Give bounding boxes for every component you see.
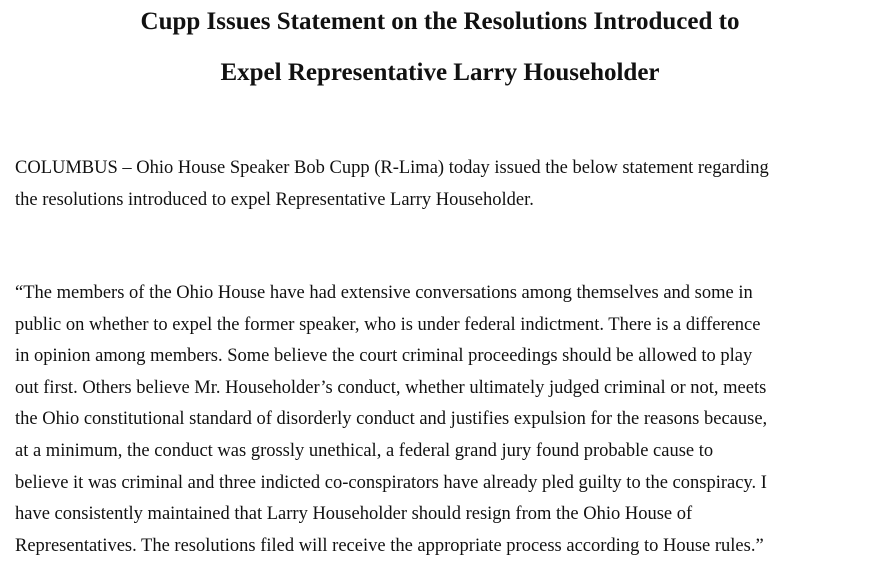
statement-quote — [15, 278, 767, 562]
quote-line: in opinion among members. Some believe the court criminal proceedings should be allowed to play — [15, 346, 753, 367]
headline-line-2: Expel Representative Larry Householder — [220, 59, 660, 86]
quote-line: Representatives. The resolutions filed will receive the appropriate process according to House rules.” — [15, 535, 764, 556]
quote-line: at a minimum, the conduct was grossly unethical, a federal grand jury found probable cause to — [15, 440, 714, 461]
quote-line: believe it was criminal and three indicted co-conspirators have already pled guilty to the conspiracy. I — [15, 472, 767, 493]
intro-line: the resolutions introduced to expel Representative Larry Householder. — [15, 189, 534, 210]
quote-line: “The members of the Ohio House have had extensive conversations among themselves and some in — [15, 283, 753, 303]
quote-line: out first. Others believe Mr. Householder’s conduct, whether ultimately judged criminal or not, meets — [15, 377, 767, 398]
headline-line-1: Cupp Issues Statement on the Resolutions Introduced to — [140, 8, 740, 35]
quote-line: public on whether to expel the former speaker, who is under federal indictment. There is a difference — [15, 314, 761, 335]
intro-paragraph — [15, 153, 769, 216]
intro-line: COLUMBUS – Ohio House Speaker Bob Cupp (R-Lima) today issued the below statement regarding — [15, 158, 769, 178]
quote-line: have consistently maintained that Larry Householder should resign from the Ohio House of — [15, 504, 693, 525]
quote-line: the Ohio constitutional standard of disorderly conduct and justifies expulsion for the reasons because, — [15, 409, 768, 430]
